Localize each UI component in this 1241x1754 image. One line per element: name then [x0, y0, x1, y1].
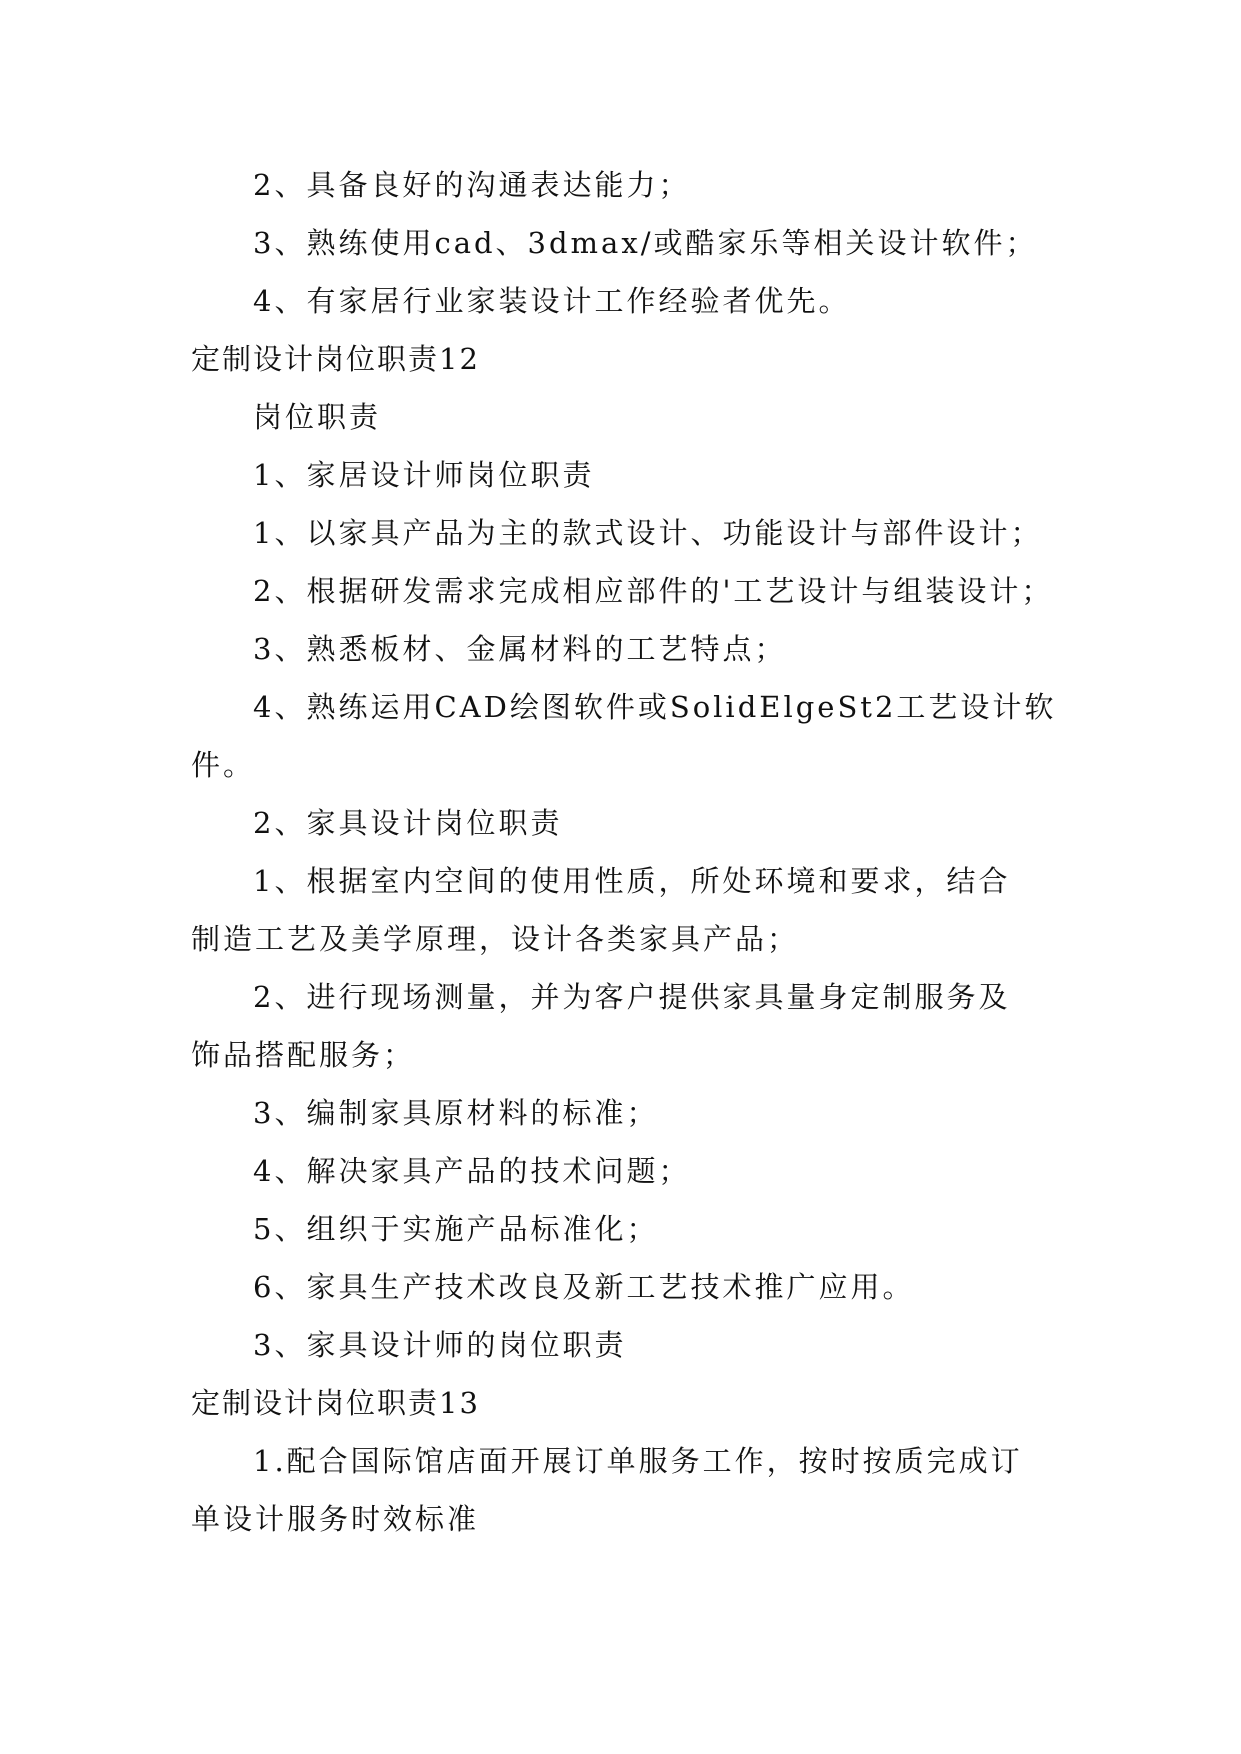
text-line: 饰品搭配服务；: [191, 1038, 416, 1072]
text-line: 4、熟练运用CAD绘图软件或SolidElgeSt2工艺设计软: [253, 690, 1057, 724]
text-line: 3、熟练使用cad、3dmax/或酷家乐等相关设计软件；: [253, 226, 1038, 260]
text-line: 4、解决家具产品的技术问题；: [253, 1154, 691, 1188]
text-line: 3、家具设计师的岗位职责: [253, 1328, 627, 1362]
text-line: 5、组织于实施产品标准化；: [253, 1212, 659, 1246]
text-line: 6、家具生产技术改良及新工艺技术推广应用。: [253, 1270, 915, 1304]
text-line: 2、根据研发需求完成相应部件的'工艺设计与组装设计；: [253, 574, 1054, 608]
text-line: 制造工艺及美学原理，设计各类家具产品；: [191, 922, 800, 956]
text-line: 岗位职责: [253, 400, 382, 434]
text-line: 件。: [191, 748, 256, 782]
text-line: 2、具备良好的沟通表达能力；: [253, 168, 691, 202]
text-line: 1.配合国际馆店面开展订单服务工作，按时按质完成订: [253, 1444, 1023, 1478]
section-heading: 定制设计岗位职责12: [191, 342, 480, 376]
text-line: 2、进行现场测量，并为客户提供家具量身定制服务及: [253, 980, 1011, 1014]
text-line: 1、以家具产品为主的款式设计、功能设计与部件设计；: [253, 516, 1043, 550]
text-line: 4、有家居行业家装设计工作经验者优先。: [253, 284, 851, 318]
text-line: 单设计服务时效标准: [191, 1502, 480, 1536]
text-line: 3、熟悉板材、金属材料的工艺特点；: [253, 632, 787, 666]
text-line: 2、家具设计岗位职责: [253, 806, 563, 840]
text-line: 1、家居设计师岗位职责: [253, 458, 595, 492]
text-line: 1、根据室内空间的使用性质，所处环境和要求，结合: [253, 864, 1011, 898]
section-heading: 定制设计岗位职责13: [191, 1386, 480, 1420]
text-line: 3、编制家具原材料的标准；: [253, 1096, 659, 1130]
